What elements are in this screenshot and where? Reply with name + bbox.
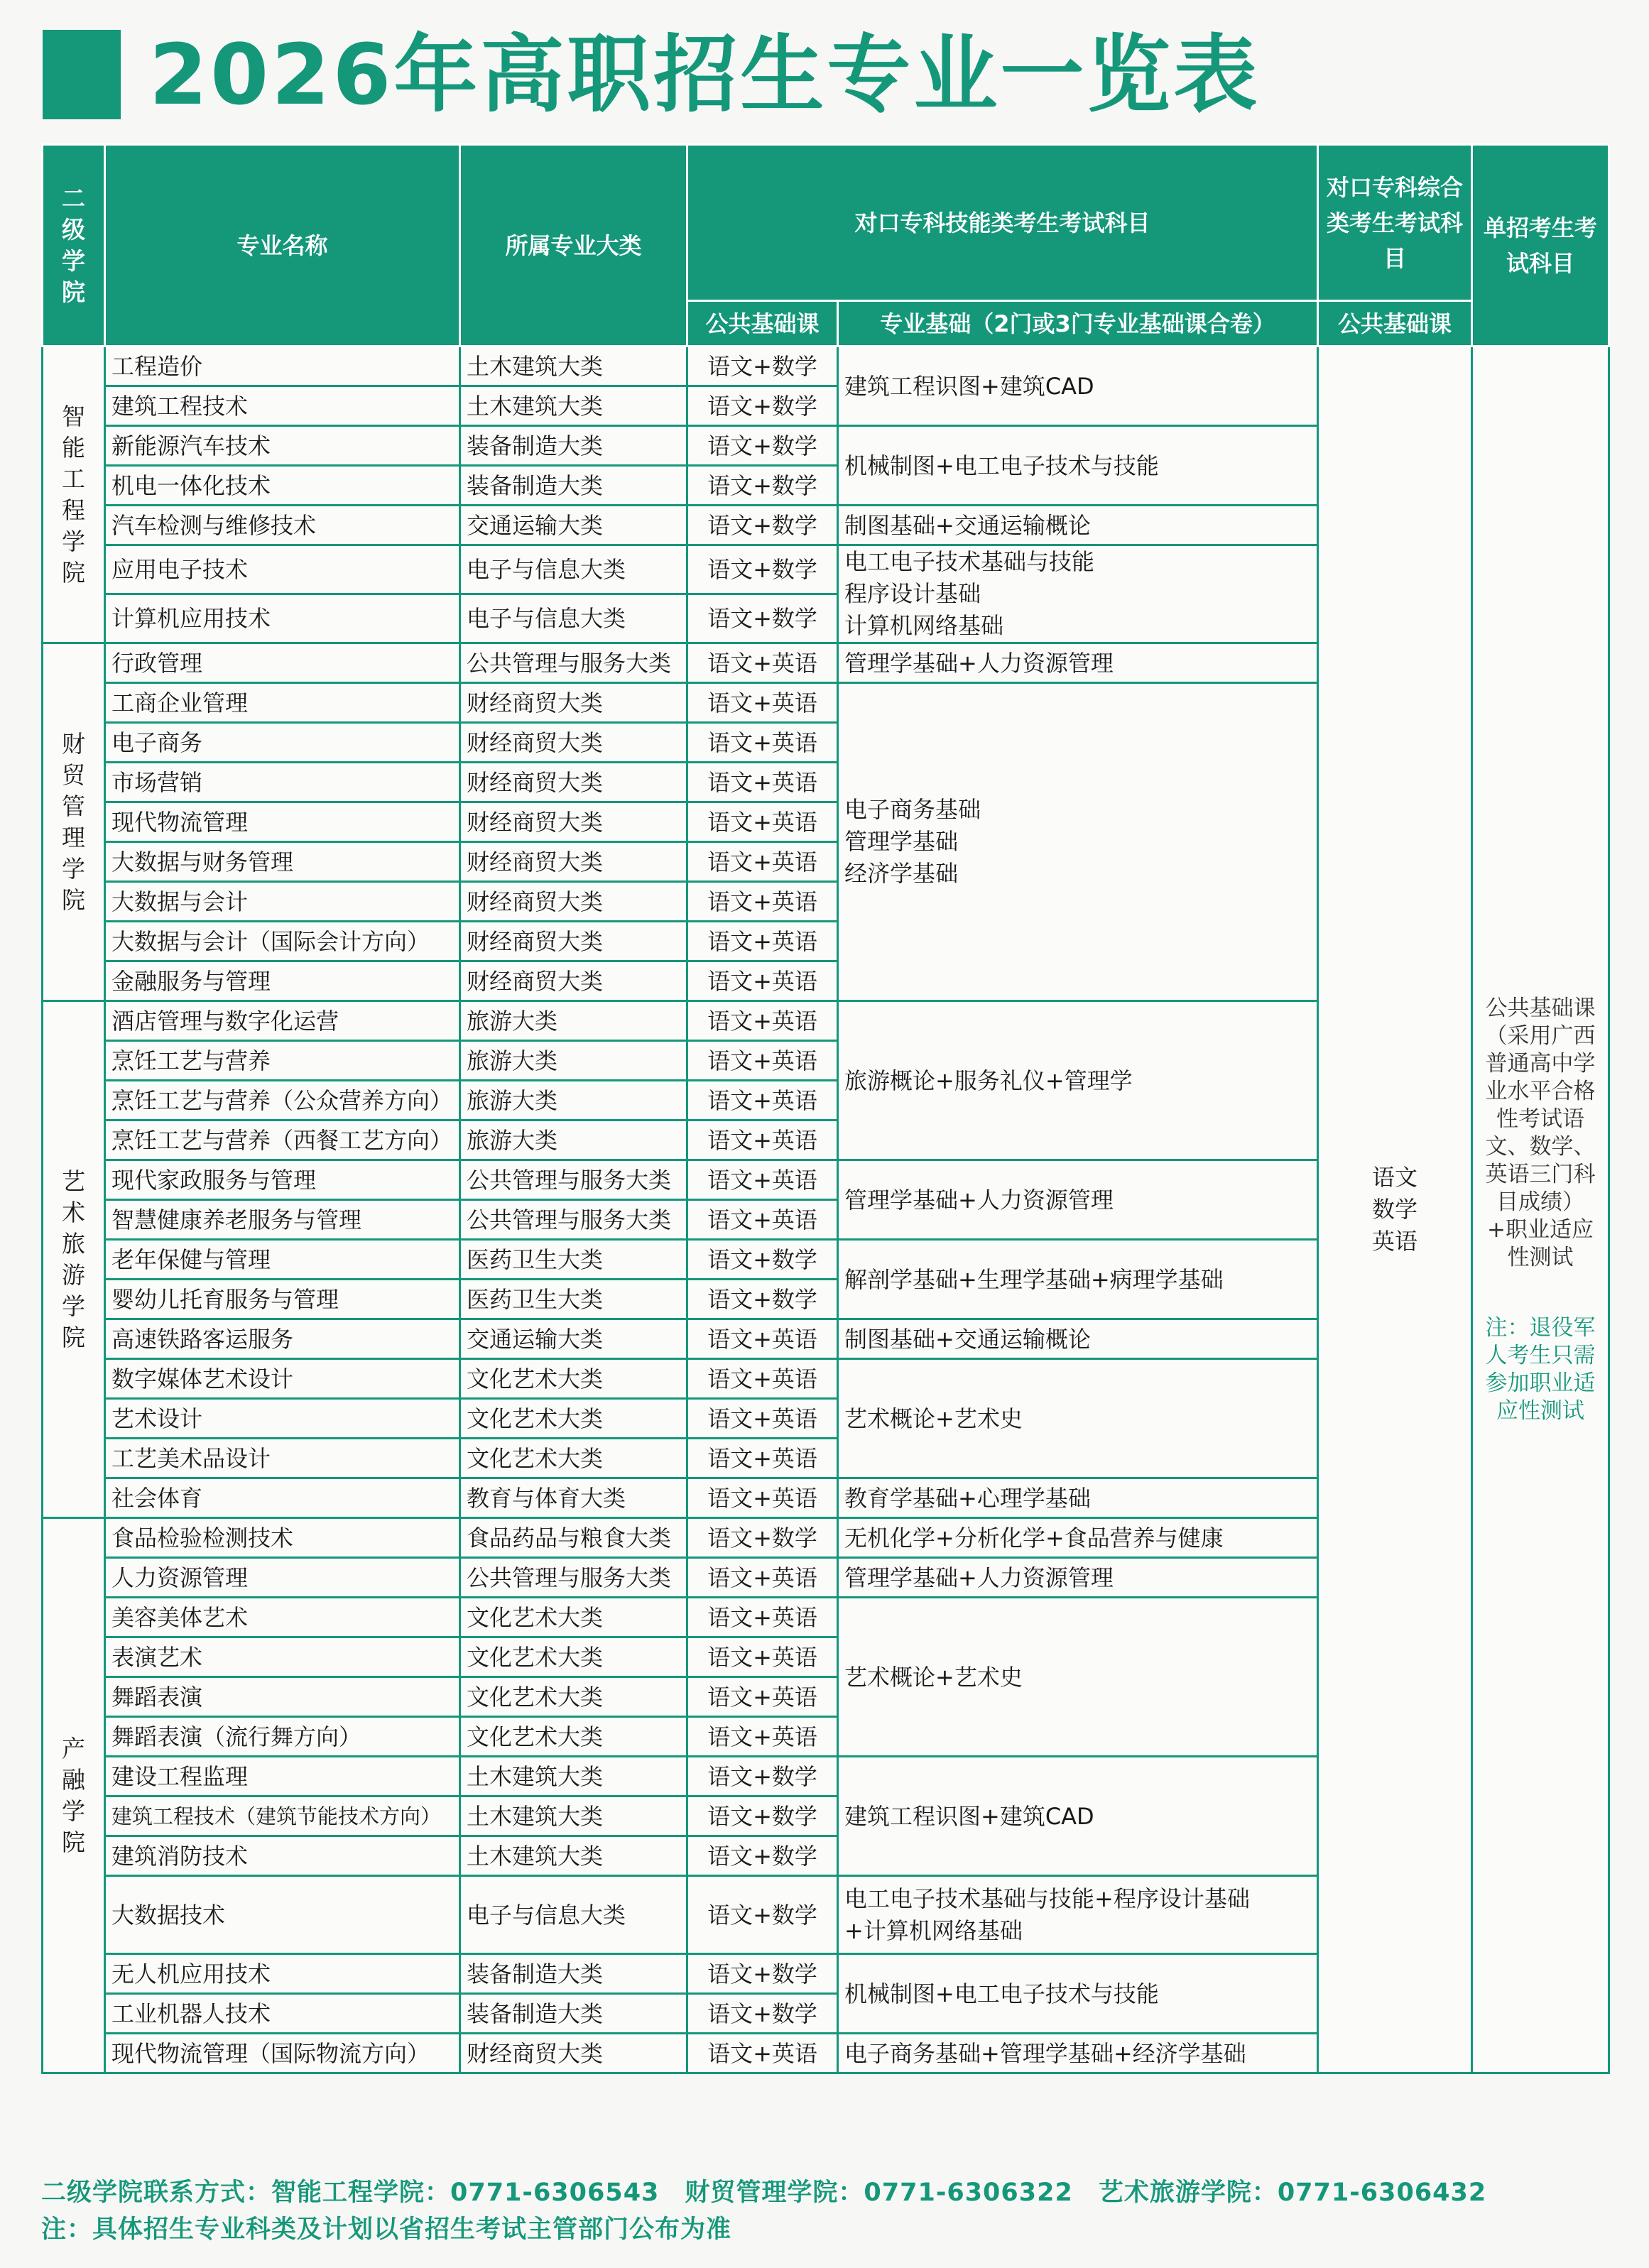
prof-cell: 旅游概论+服务礼仪+管理学 (838, 1001, 1318, 1160)
header-skill-public: 公共基础课 (687, 301, 838, 347)
major-cell: 社会体育 (105, 1478, 460, 1518)
public-cell: 语文+数学 (687, 506, 838, 545)
category-cell: 文化艺术大类 (460, 1359, 687, 1399)
prof-cell: 艺术概论+艺术史 (838, 1359, 1318, 1478)
public-cell: 语文+英语 (687, 961, 838, 1001)
category-cell: 旅游大类 (460, 1001, 687, 1041)
major-cell: 艺术设计 (105, 1399, 460, 1439)
public-cell: 语文+英语 (687, 763, 838, 802)
single-text: 公共基础课（采用广西普通高中学业水平合格性考试语文、数学、英语三门科目成绩）+职业适应性测试 (1485, 995, 1596, 1270)
category-cell: 交通运输大类 (460, 506, 687, 545)
public-cell: 语文+数学 (687, 1797, 838, 1836)
header-comp-group: 对口专科综合类考生考试科目 (1318, 145, 1472, 301)
category-cell: 财经商贸大类 (460, 683, 687, 723)
public-cell: 语文+英语 (687, 1399, 838, 1439)
category-cell: 公共管理与服务大类 (460, 1160, 687, 1200)
dept-cell: 智能工程学院 (43, 347, 105, 643)
major-cell: 大数据与财务管理 (105, 842, 460, 882)
public-cell: 语文+英语 (687, 1439, 838, 1478)
public-cell: 语文+数学 (687, 1280, 838, 1319)
public-cell: 语文+英语 (687, 1121, 838, 1160)
public-cell: 语文+数学 (687, 1994, 838, 2034)
category-cell: 医药卫生大类 (460, 1240, 687, 1280)
header-dept: 二级学院 (43, 145, 105, 347)
category-cell: 教育与体育大类 (460, 1478, 687, 1518)
category-cell: 装备制造大类 (460, 1954, 687, 1994)
single-note: 注：退役军人考生只需参加职业适应性测试 (1485, 1314, 1596, 1424)
category-cell: 公共管理与服务大类 (460, 1200, 687, 1240)
public-cell: 语文+数学 (687, 545, 838, 594)
prof-cell: 无机化学+分析化学+食品营养与健康 (838, 1518, 1318, 1558)
public-cell: 语文+英语 (687, 1041, 838, 1081)
category-cell: 财经商贸大类 (460, 2034, 687, 2073)
category-cell: 文化艺术大类 (460, 1637, 687, 1677)
major-cell: 婴幼儿托育服务与管理 (105, 1280, 460, 1319)
public-cell: 语文+数学 (687, 347, 838, 386)
major-cell: 烹饪工艺与营养（公众营养方向） (105, 1081, 460, 1121)
major-cell: 电子商务 (105, 723, 460, 763)
dept-cell: 财贸管理学院 (43, 643, 105, 1001)
public-cell: 语文+数学 (687, 1836, 838, 1876)
major-cell: 烹饪工艺与营养 (105, 1041, 460, 1081)
major-cell: 无人机应用技术 (105, 1954, 460, 1994)
public-cell: 语文+英语 (687, 1200, 838, 1240)
major-cell: 工艺美术品设计 (105, 1439, 460, 1478)
public-cell: 语文+英语 (687, 842, 838, 882)
prof-cell: 电工电子技术基础与技能+程序设计基础 +计算机网络基础 (838, 1876, 1318, 1954)
prof-cell: 解剖学基础+生理学基础+病理学基础 (838, 1240, 1318, 1319)
public-cell: 语文+英语 (687, 723, 838, 763)
category-cell: 交通运输大类 (460, 1319, 687, 1359)
title-accent-block (43, 30, 121, 119)
category-cell: 公共管理与服务大类 (460, 643, 687, 683)
dept-cell: 产融学院 (43, 1518, 105, 2073)
major-cell: 工业机器人技术 (105, 1994, 460, 2034)
public-cell: 语文+英语 (687, 1478, 838, 1518)
public-cell: 语文+英语 (687, 1637, 838, 1677)
header-category: 所属专业大类 (460, 145, 687, 347)
major-table (41, 143, 1610, 2074)
major-cell: 建筑工程技术（建筑节能技术方向） (105, 1797, 460, 1836)
public-cell: 语文+数学 (687, 1518, 838, 1558)
header-comp-public: 公共基础课 (1318, 301, 1472, 347)
public-cell: 语文+数学 (687, 1240, 838, 1280)
major-cell: 舞蹈表演 (105, 1677, 460, 1717)
header-skill-prof: 专业基础（2门或3门专业基础课合卷） (838, 301, 1318, 347)
major-cell: 烹饪工艺与营养（西餐工艺方向） (105, 1121, 460, 1160)
public-cell: 语文+英语 (687, 1160, 838, 1200)
single-cell (1472, 347, 1609, 2073)
major-cell: 应用电子技术 (105, 545, 460, 594)
public-cell: 语文+英语 (687, 1319, 838, 1359)
public-cell: 语文+英语 (687, 643, 838, 683)
category-cell: 旅游大类 (460, 1121, 687, 1160)
header-single: 单招考生考试科目 (1472, 145, 1609, 347)
major-cell: 酒店管理与数字化运营 (105, 1001, 460, 1041)
major-cell: 现代物流管理（国际物流方向） (105, 2034, 460, 2073)
prof-cell: 电工电子技术基础与技能 程序设计基础 计算机网络基础 (838, 545, 1318, 643)
category-cell: 食品药品与粮食大类 (460, 1518, 687, 1558)
major-cell: 老年保健与管理 (105, 1240, 460, 1280)
category-cell: 文化艺术大类 (460, 1598, 687, 1637)
prof-cell: 机械制图+电工电子技术与技能 (838, 1954, 1318, 2034)
major-cell: 智慧健康养老服务与管理 (105, 1200, 460, 1240)
category-cell: 财经商贸大类 (460, 763, 687, 802)
category-cell: 土木建筑大类 (460, 386, 687, 426)
public-cell: 语文+英语 (687, 1717, 838, 1757)
major-cell: 现代物流管理 (105, 802, 460, 842)
major-cell: 工商企业管理 (105, 683, 460, 723)
category-cell: 装备制造大类 (460, 466, 687, 506)
major-cell: 人力资源管理 (105, 1558, 460, 1598)
major-cell: 市场营销 (105, 763, 460, 802)
public-cell: 语文+英语 (687, 802, 838, 842)
footer-contact: 二级学院联系方式：智能工程学院：0771-6306543 财贸管理学院：0771-6306322 艺术旅游学院：0771-6306432 (41, 2179, 1487, 2207)
public-cell: 语文+英语 (687, 1558, 838, 1598)
public-cell: 语文+英语 (687, 2034, 838, 2073)
category-cell: 电子与信息大类 (460, 594, 687, 643)
public-cell: 语文+数学 (687, 426, 838, 466)
public-cell: 语文+数学 (687, 1757, 838, 1797)
public-cell: 语文+数学 (687, 386, 838, 426)
category-cell: 财经商贸大类 (460, 802, 687, 842)
prof-cell: 艺术概论+艺术史 (838, 1598, 1318, 1757)
category-cell: 电子与信息大类 (460, 545, 687, 594)
comp-public-cell: 语文 数学 英语 (1318, 347, 1472, 2073)
prof-cell: 制图基础+交通运输概论 (838, 1319, 1318, 1359)
prof-cell: 机械制图+电工电子技术与技能 (838, 426, 1318, 506)
category-cell: 旅游大类 (460, 1041, 687, 1081)
public-cell: 语文+数学 (687, 594, 838, 643)
prof-cell: 管理学基础+人力资源管理 (838, 643, 1318, 683)
prof-cell: 制图基础+交通运输概论 (838, 506, 1318, 545)
major-cell: 建筑工程技术 (105, 386, 460, 426)
public-cell: 语文+英语 (687, 683, 838, 723)
public-cell: 语文+英语 (687, 1677, 838, 1717)
public-cell: 语文+数学 (687, 1954, 838, 1994)
category-cell: 文化艺术大类 (460, 1399, 687, 1439)
category-cell: 电子与信息大类 (460, 1876, 687, 1954)
major-cell: 舞蹈表演（流行舞方向） (105, 1717, 460, 1757)
footer-note: 注：具体招生专业科类及计划以省招生考试主管部门公布为准 (41, 2215, 732, 2244)
public-cell: 语文+英语 (687, 882, 838, 922)
category-cell: 旅游大类 (460, 1081, 687, 1121)
category-cell: 公共管理与服务大类 (460, 1558, 687, 1598)
major-cell: 大数据与会计（国际会计方向） (105, 922, 460, 961)
category-cell: 财经商贸大类 (460, 882, 687, 922)
category-cell: 财经商贸大类 (460, 922, 687, 961)
page-title: 2026年高职招生专业一览表 (149, 26, 1261, 124)
prof-cell: 电子商务基础 管理学基础 经济学基础 (838, 683, 1318, 1001)
category-cell: 文化艺术大类 (460, 1717, 687, 1757)
major-cell: 计算机应用技术 (105, 594, 460, 643)
major-cell: 大数据技术 (105, 1876, 460, 1954)
category-cell: 土木建筑大类 (460, 347, 687, 386)
major-cell: 新能源汽车技术 (105, 426, 460, 466)
category-cell: 土木建筑大类 (460, 1797, 687, 1836)
major-cell: 表演艺术 (105, 1637, 460, 1677)
major-cell: 大数据与会计 (105, 882, 460, 922)
prof-cell: 管理学基础+人力资源管理 (838, 1558, 1318, 1598)
major-cell: 汽车检测与维修技术 (105, 506, 460, 545)
major-cell: 美容美体艺术 (105, 1598, 460, 1637)
category-cell: 财经商贸大类 (460, 723, 687, 763)
public-cell: 语文+英语 (687, 1081, 838, 1121)
public-cell: 语文+英语 (687, 1359, 838, 1399)
prof-cell: 管理学基础+人力资源管理 (838, 1160, 1318, 1240)
category-cell: 土木建筑大类 (460, 1757, 687, 1797)
category-cell: 文化艺术大类 (460, 1439, 687, 1478)
major-cell: 数字媒体艺术设计 (105, 1359, 460, 1399)
major-cell: 金融服务与管理 (105, 961, 460, 1001)
public-cell: 语文+英语 (687, 922, 838, 961)
category-cell: 财经商贸大类 (460, 842, 687, 882)
public-cell: 语文+数学 (687, 466, 838, 506)
header-major: 专业名称 (105, 145, 460, 347)
major-cell: 现代家政服务与管理 (105, 1160, 460, 1200)
category-cell: 装备制造大类 (460, 1994, 687, 2034)
category-cell: 文化艺术大类 (460, 1677, 687, 1717)
category-cell: 装备制造大类 (460, 426, 687, 466)
prof-cell: 建筑工程识图+建筑CAD (838, 347, 1318, 426)
category-cell: 财经商贸大类 (460, 961, 687, 1001)
major-cell: 建设工程监理 (105, 1757, 460, 1797)
major-cell: 工程造价 (105, 347, 460, 386)
prof-cell: 建筑工程识图+建筑CAD (838, 1757, 1318, 1876)
prof-cell: 电子商务基础+管理学基础+经济学基础 (838, 2034, 1318, 2073)
public-cell: 语文+英语 (687, 1598, 838, 1637)
public-cell: 语文+数学 (687, 1876, 838, 1954)
prof-cell: 教育学基础+心理学基础 (838, 1478, 1318, 1518)
major-cell: 建筑消防技术 (105, 1836, 460, 1876)
category-cell: 医药卫生大类 (460, 1280, 687, 1319)
major-cell: 行政管理 (105, 643, 460, 683)
header-skill-group: 对口专科技能类考生考试科目 (687, 145, 1318, 301)
major-cell: 机电一体化技术 (105, 466, 460, 506)
public-cell: 语文+英语 (687, 1001, 838, 1041)
major-cell: 食品检验检测技术 (105, 1518, 460, 1558)
title-bar (43, 21, 1605, 124)
dept-cell: 艺术旅游学院 (43, 1001, 105, 1518)
major-cell: 高速铁路客运服务 (105, 1319, 460, 1359)
category-cell: 土木建筑大类 (460, 1836, 687, 1876)
